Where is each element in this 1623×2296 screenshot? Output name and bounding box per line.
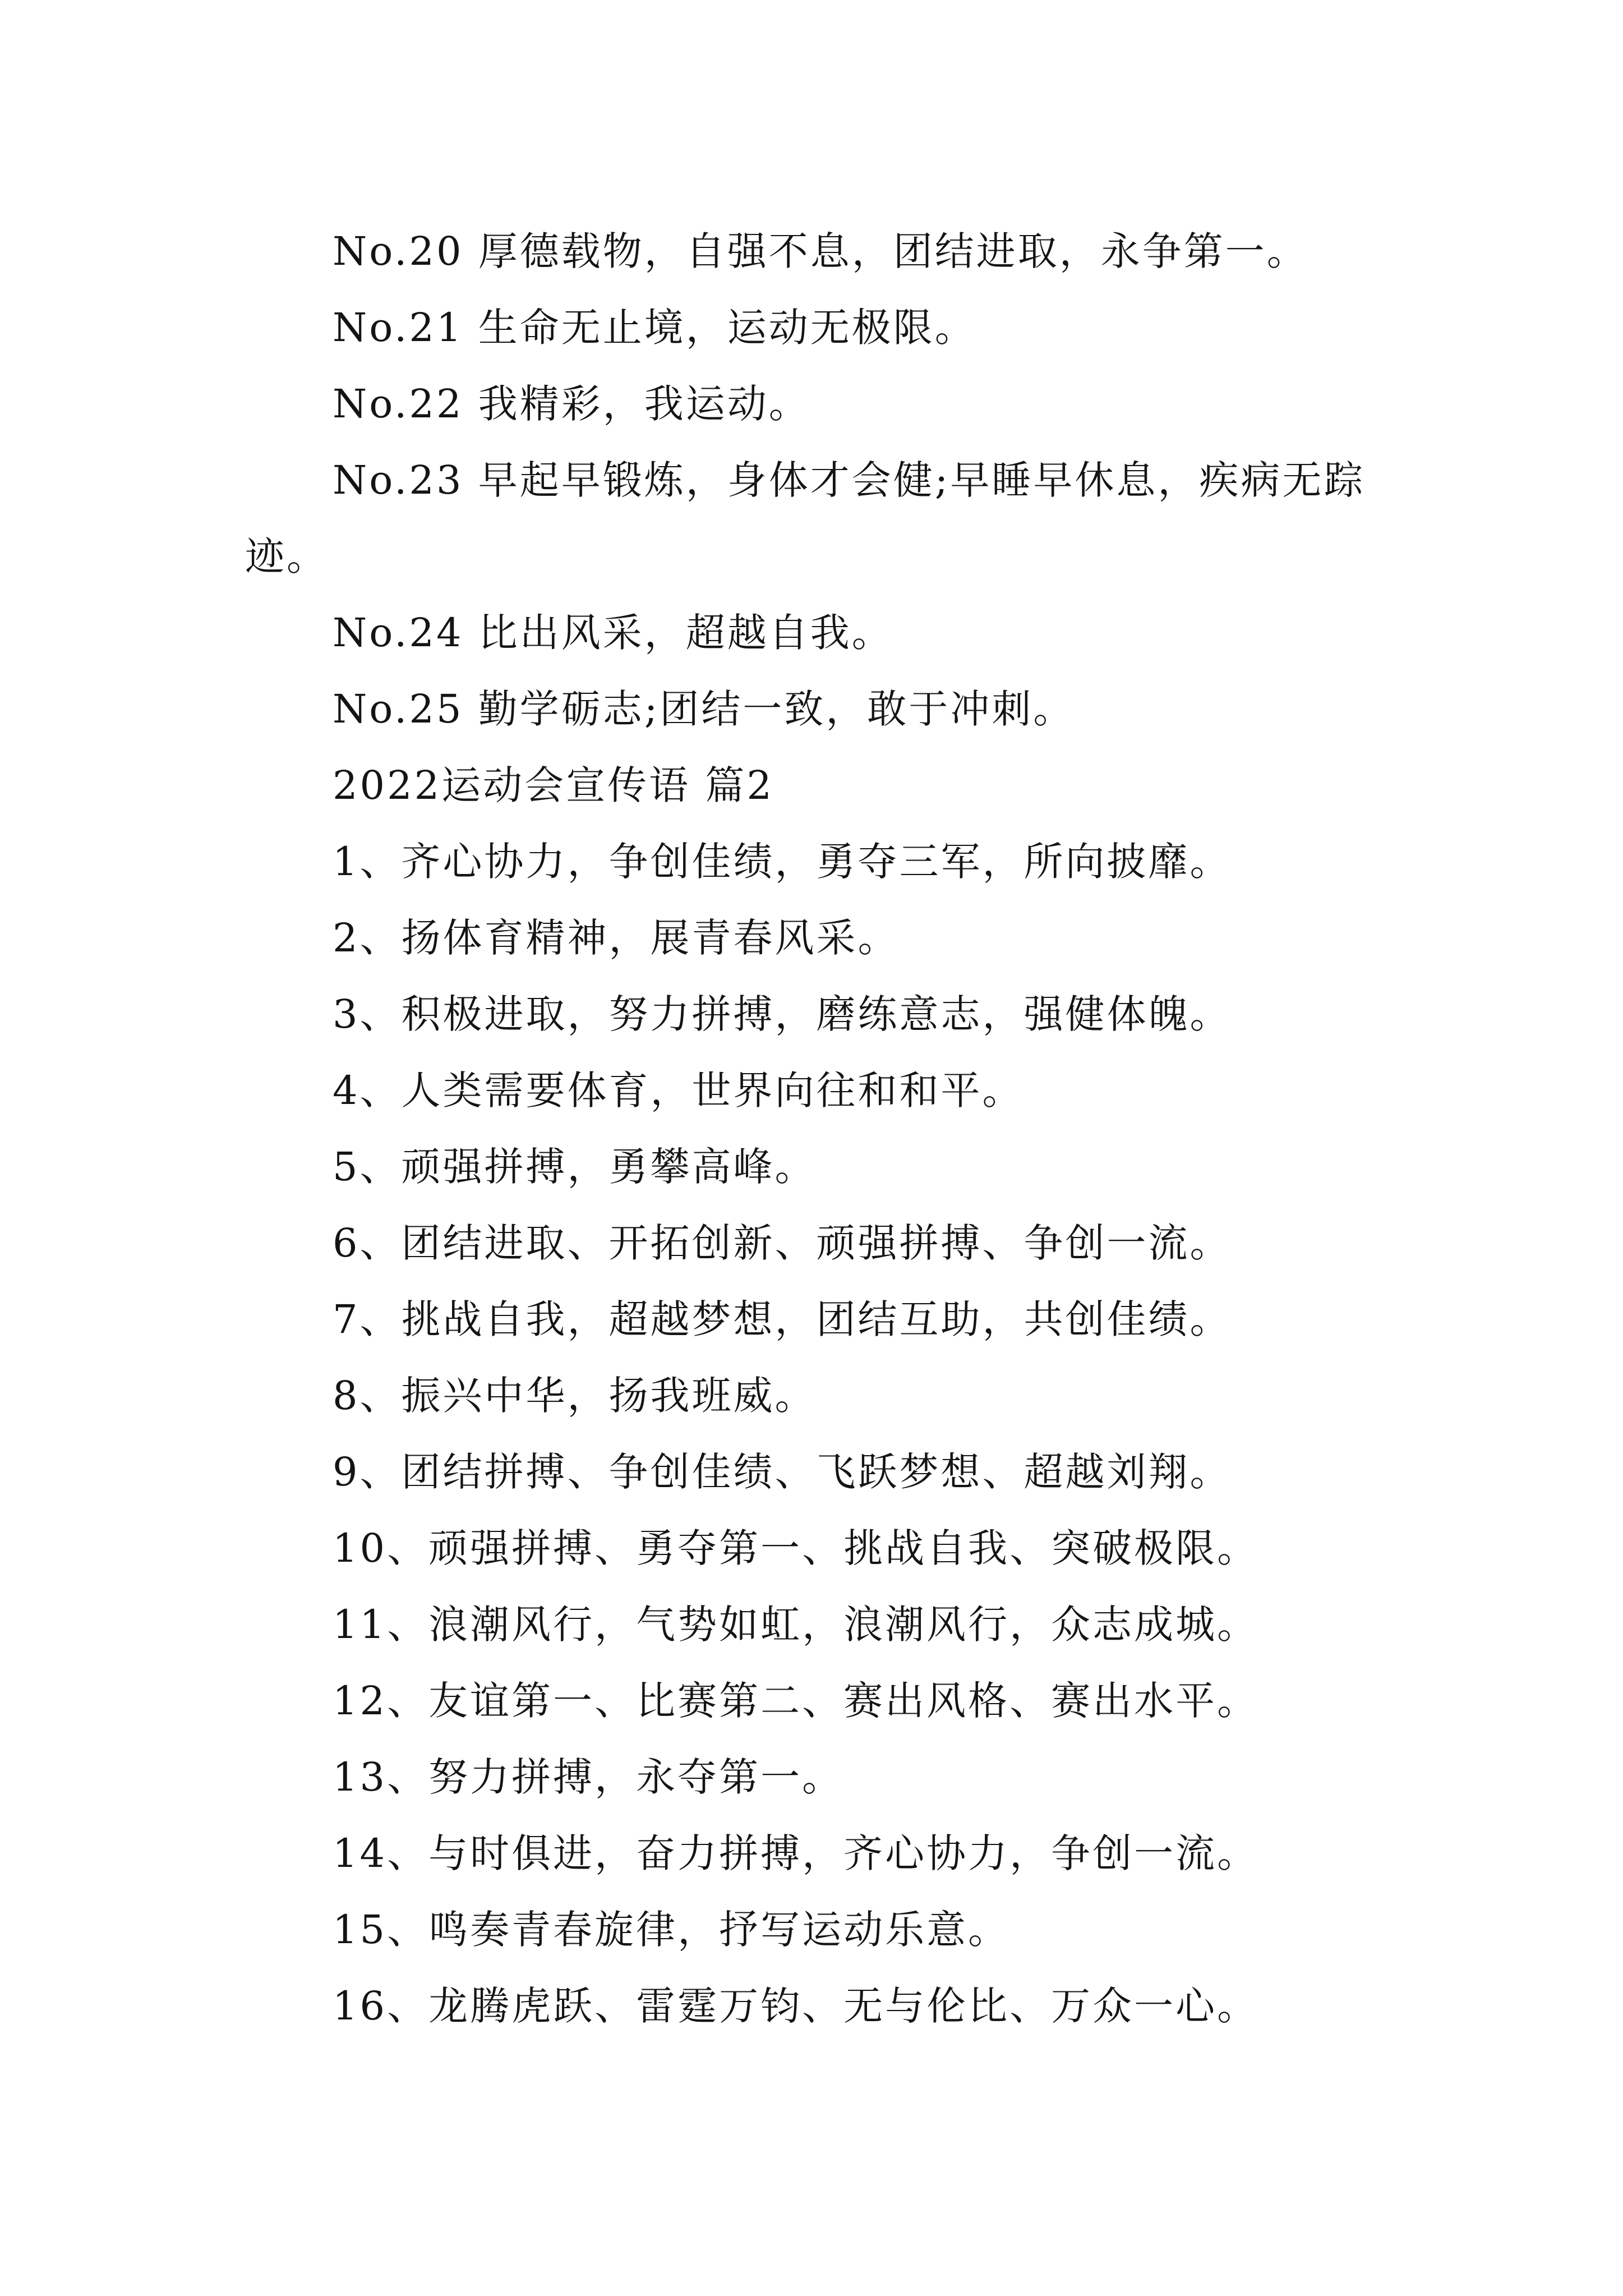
slogan-paragraph: No.22 我精彩，我运动。 — [333, 381, 810, 427]
slogan-paragraph: No.24 比出风采，超越自我。 — [333, 610, 893, 656]
document-body — [245, 213, 1389, 2044]
slogan-paragraph: 7、挑战自我，超越梦想，团结互助，共创佳绩。 — [333, 1296, 1232, 1342]
slogan-paragraph: 3、积极进取，努力拼搏，磨练意志，强健体魄。 — [333, 991, 1232, 1037]
slogan-paragraph: No.20 厚德载物，自强不息，团结进取，永争第一。 — [333, 228, 1308, 274]
slogan-paragraph: 14、与时俱进，奋力拼搏，齐心协力，争创一流。 — [333, 1830, 1259, 1876]
slogan-paragraph: 6、团结进取、开拓创新、顽强拼搏、争创一流。 — [333, 1220, 1232, 1266]
slogan-paragraph: No.21 生命无止境，运动无极限。 — [333, 305, 976, 351]
slogan-paragraph: 4、人类需要体育，世界向往和和平。 — [333, 1068, 1024, 1114]
slogan-paragraph: 5、顽强拼搏，勇攀高峰。 — [333, 1144, 817, 1190]
slogan-paragraph: No.25 勤学砺志;团结一致，敢于冲刺。 — [333, 686, 1075, 732]
slogan-paragraph: No.23 早起早锻炼，身体才会健;早睡早休息，疾病无踪迹。 — [245, 457, 1366, 579]
slogan-paragraph: 10、顽强拼搏、勇夺第一、挑战自我、突破极限。 — [333, 1525, 1259, 1571]
slogan-paragraph: 16、龙腾虎跃、雷霆万钧、无与伦比、万众一心。 — [333, 1983, 1259, 2029]
slogan-paragraph: 13、努力拼搏，永夺第一。 — [333, 1754, 844, 1800]
slogan-paragraph: 11、浪潮风行，气势如虹，浪潮风行，众志成城。 — [333, 1602, 1259, 1648]
section-heading: 2022运动会宣传语 篇2 — [333, 762, 774, 808]
slogan-paragraph: 1、齐心协力，争创佳绩，勇夺三军，所向披靡。 — [333, 839, 1232, 885]
slogan-paragraph: 9、团结拼搏、争创佳绩、飞跃梦想、超越刘翔。 — [333, 1449, 1232, 1495]
slogan-paragraph: 15、鸣奏青春旋律，抒写运动乐意。 — [333, 1907, 1010, 1953]
slogan-paragraph: 2、扬体育精神，展青春风采。 — [333, 915, 900, 961]
slogan-paragraph: 12、友谊第一、比赛第二、赛出风格、赛出水平。 — [333, 1678, 1259, 1724]
slogan-paragraph: 8、振兴中华，扬我班威。 — [333, 1373, 817, 1419]
